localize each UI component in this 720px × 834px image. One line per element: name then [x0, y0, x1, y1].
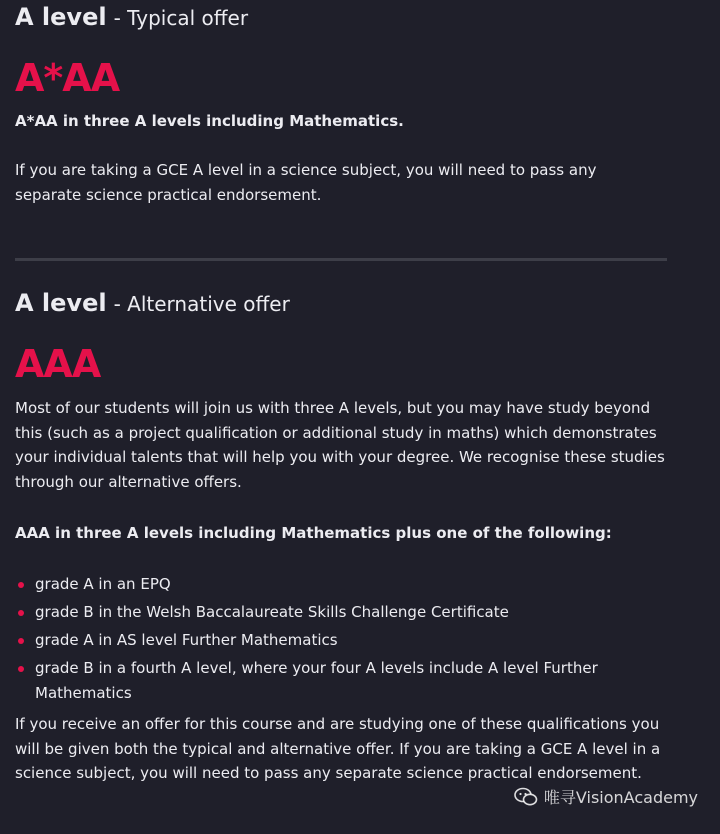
- typical-offer-heading: [15, 1, 667, 35]
- watermark-text: 唯寻VisionAcademy: [543, 788, 698, 807]
- option-text: grade B in a fourth A level, where your four A levels include A level Further Mathematics: [35, 659, 598, 702]
- option-text: grade B in the Welsh Baccalaureate Skills Challenge Certificate: [35, 603, 509, 621]
- list-item: [15, 656, 667, 705]
- bullet-icon: [18, 582, 24, 588]
- list-item: [15, 600, 667, 625]
- typical-heading-level: A level: [15, 3, 107, 31]
- typical-note: If you are taking a GCE A level in a science subject, you will need to pass any separate science practical endorsement.: [15, 161, 597, 204]
- alternative-grade: AAA: [15, 342, 101, 386]
- wechat-icon: [514, 787, 538, 807]
- alternative-heading-level: A level: [15, 289, 107, 317]
- typical-requirement: A*AA in three A levels including Mathematics.: [15, 112, 404, 130]
- section-divider: [15, 258, 667, 261]
- typical-heading-suffix: - Typical offer: [113, 6, 249, 30]
- alternative-intro: Most of our students will join us with three A levels, but you may have study beyond this (such as a project qualification or additional study in maths) which demonstrates your individual talents that will help you with your degree. We recognise these studies through our alternative offers.: [15, 399, 665, 491]
- watermark: [514, 785, 698, 808]
- bullet-icon: [18, 666, 24, 672]
- bullet-icon: [18, 638, 24, 644]
- list-item: [15, 628, 667, 653]
- offer-content: [15, 0, 667, 786]
- alternative-offer-heading: [15, 287, 667, 321]
- alternative-requirement: AAA in three A levels including Mathematics plus one of the following:: [15, 524, 612, 542]
- alternative-heading-suffix: - Alternative offer: [113, 292, 290, 316]
- option-text: grade A in an EPQ: [35, 575, 171, 593]
- list-item: [15, 572, 667, 597]
- typical-grade: A*AA: [15, 56, 120, 100]
- alternative-options-list: [15, 572, 667, 705]
- option-text: grade A in AS level Further Mathematics: [35, 631, 338, 649]
- bullet-icon: [18, 610, 24, 616]
- alternative-closing: If you receive an offer for this course and are studying one of these qualifications you will be given both the typical and alternative offer. If you are taking a GCE A level in a science subject, you will need to pass any separate science practical endorsement.: [15, 715, 661, 782]
